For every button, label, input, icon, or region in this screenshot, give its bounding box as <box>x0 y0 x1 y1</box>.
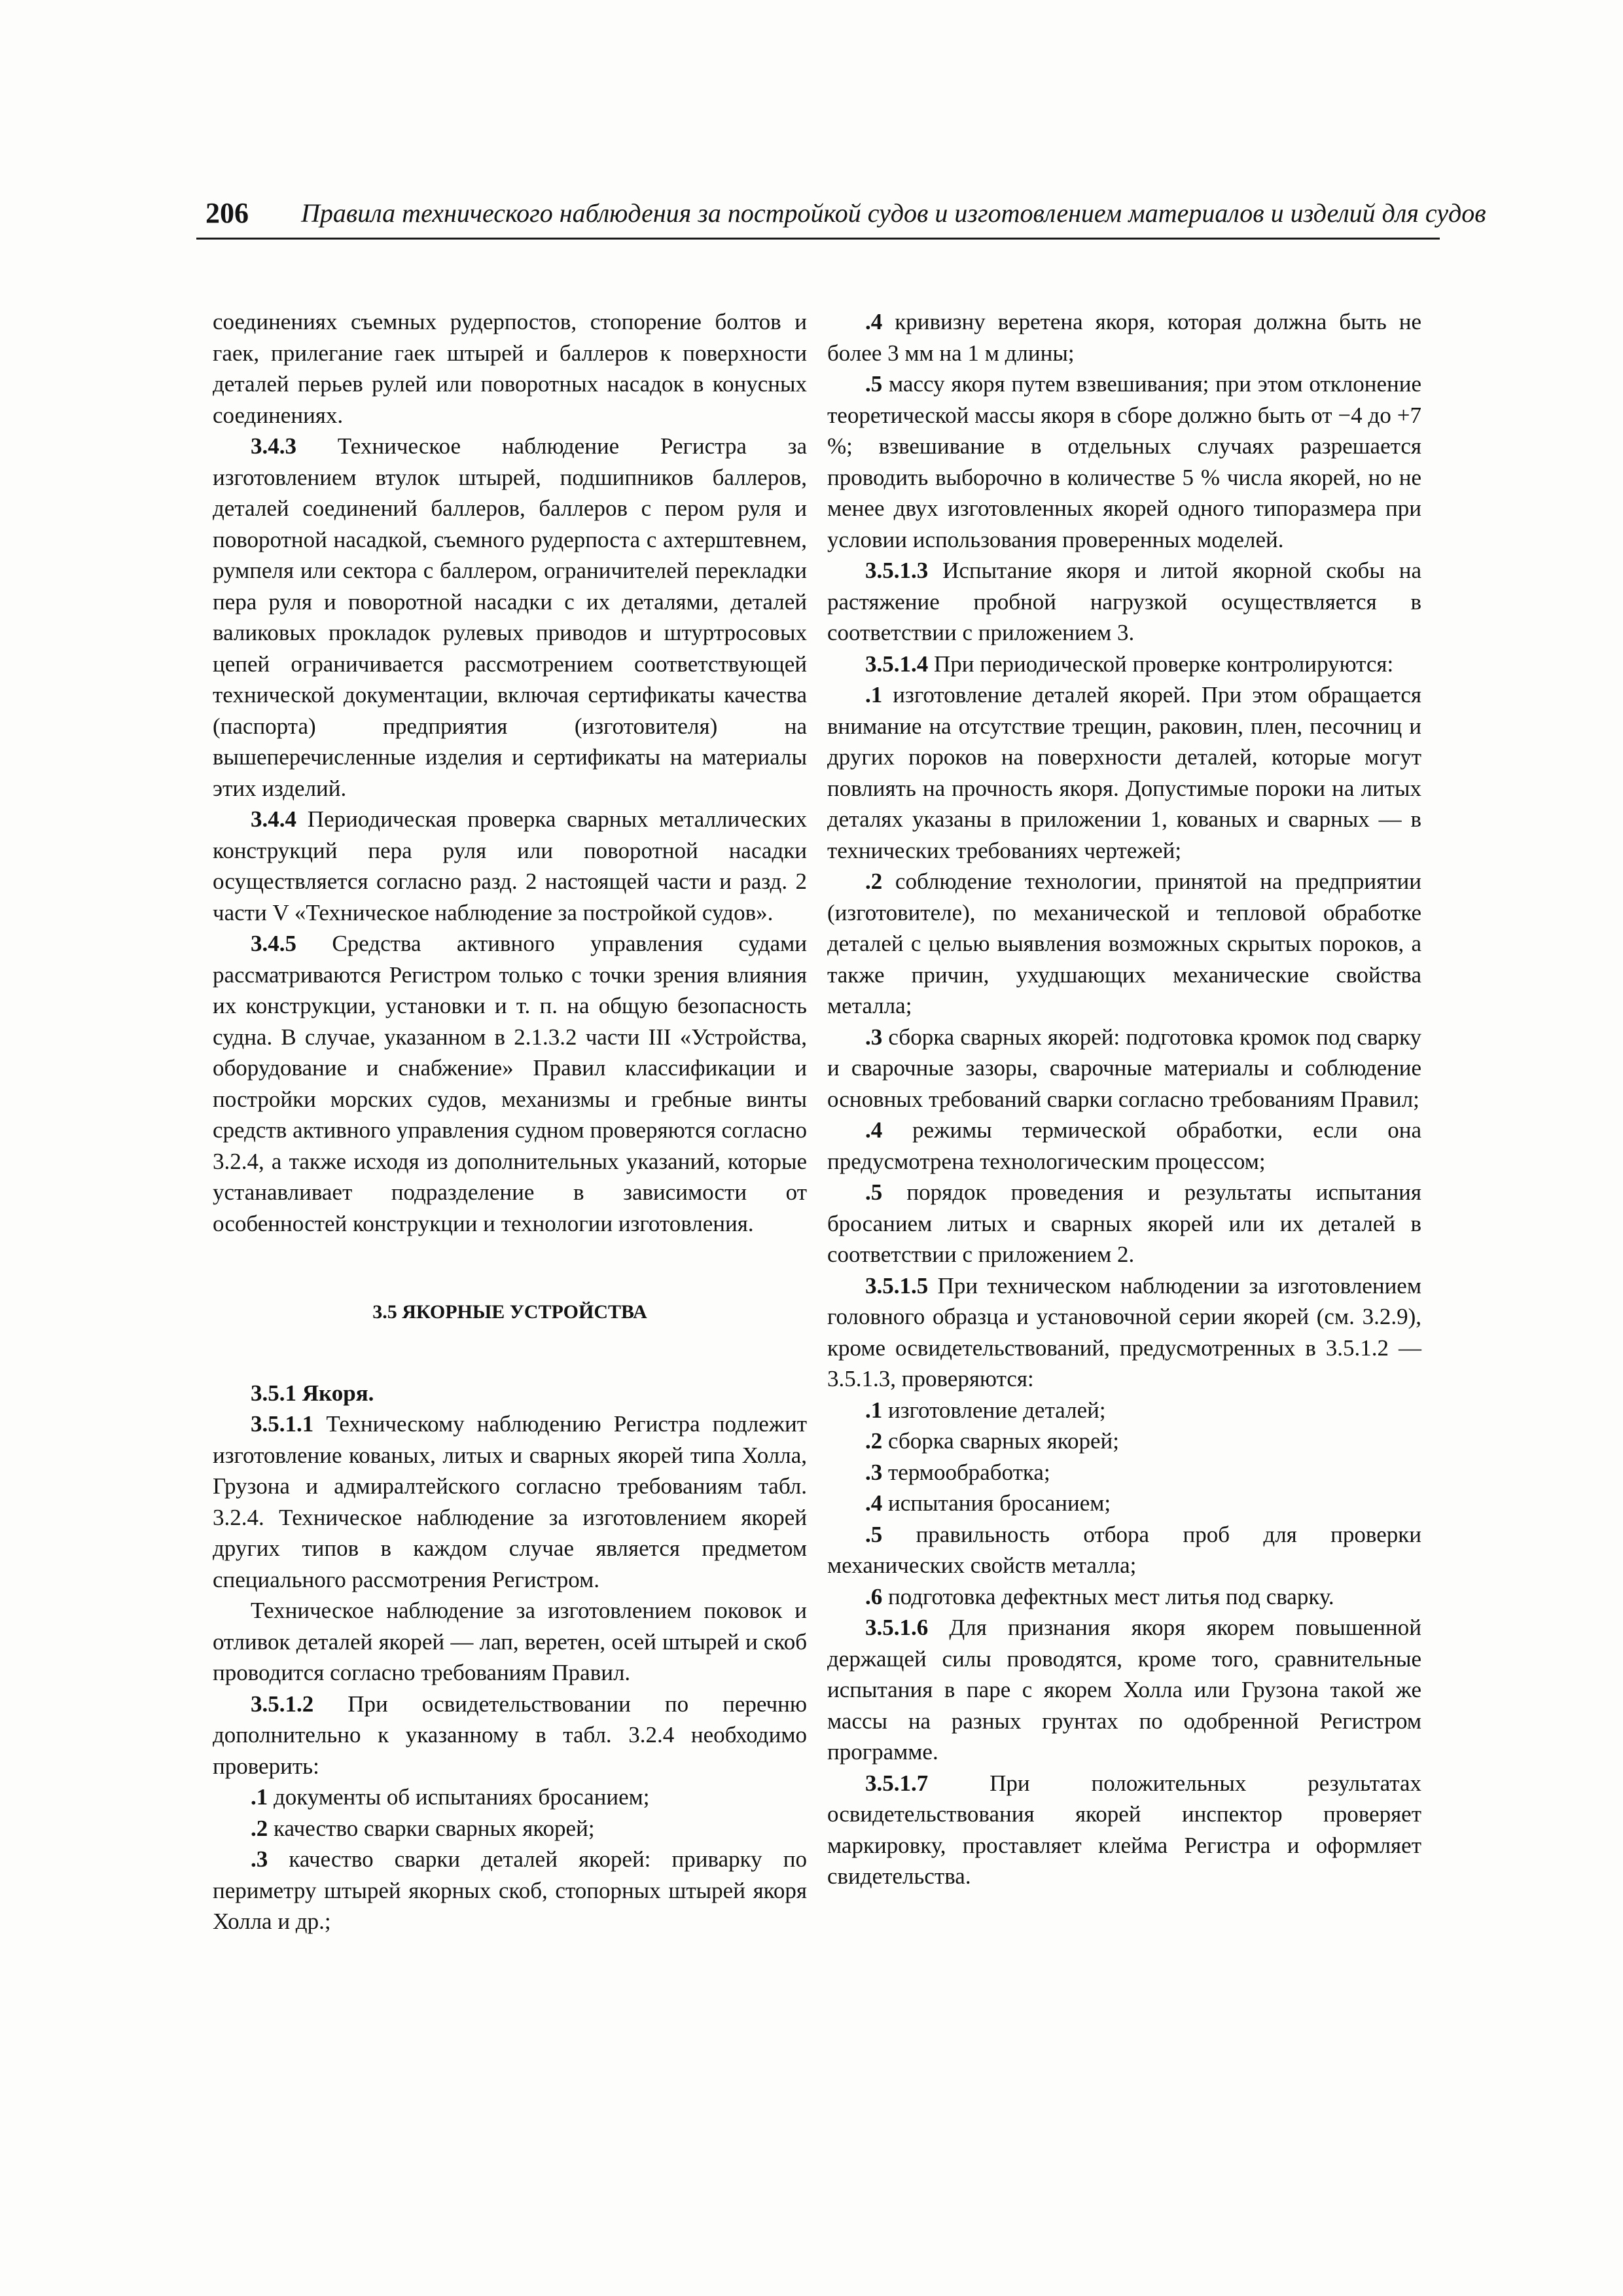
paragraph-3-4-3: 3.4.3 Техническое наблюдение Регистра за изготовлением втулок штырей, подшипников баллеров, деталей соединений баллеров, баллеров с пером руля и поворотной насадкой, съемного рудерпоста с ахтерштевнем, румпеля или сектора с баллером, ограничителей перекладки пера руля и поворотной насадки с их деталями, деталей валиковых прокладок рулевых приводов и штуртросовых цепей ограничивается рассмотрением соответствующей технической документации, включая сертификаты качества (паспорта) предприятия (изготовителя) на вышеперечисленные изделия и сертификаты на материалы этих изделий. <box>213 433 807 801</box>
subsection-heading: 3.5.1 Якоря. <box>251 1380 374 1406</box>
paragraph-3-5-1-3: 3.5.1.3 Испытание якоря и литой якорной скобы на растяжение пробной нагрузкой осуществляется в соответствии с приложением 3. <box>827 558 1421 645</box>
list-item: .2 соблюдение технологии, принятой на предприятии (изготовителе), по механической и тепловой обработке деталей с целью выявления возможных скрытых пороков, а также причин, ухудшающих механические свойства металла; <box>827 869 1421 1018</box>
header-rule <box>196 238 1440 240</box>
section-title: 3.5 ЯКОРНЫЕ УСТРОЙСТВА <box>372 1301 647 1323</box>
left-column <box>213 306 807 1937</box>
list-item: .5 правильность отбора проб для проверки механических свойств металла; <box>827 1521 1421 1578</box>
list-item: .3 качество сварки деталей якорей: приварку по периметру штырей якорных скоб, стопорных штырей якоря Холла и др.; <box>213 1846 807 1934</box>
list-item: .1 изготовление деталей якорей. При этом обращается внимание на отсутствие трещин, раковин, плен, песочниц и других пороков на поверхности деталей, которые могут повлиять на прочность якоря. Допустимые пороки на литых деталях указаны в приложении 1, кованых и сварных — в технических требованиях чертежей; <box>827 682 1421 863</box>
paragraph-3-4-4: 3.4.4 Периодическая проверка сварных металлических конструкций пера руля или поворотной насадки осуществляется согласно разд. 2 настоящей части и разд. 2 части V «Техническое наблюдение за постройкой судов». <box>213 806 807 925</box>
paragraph: Техническое наблюдение за изготовлением поковок и отливок деталей якорей — лап, веретен, осей штырей и скоб проводится согласно требованиям Правил. <box>213 1598 807 1685</box>
list-item: .4 кривизну веретена якоря, которая должна быть не более 3 мм на 1 м длины; <box>827 309 1421 366</box>
paragraph-3-5-1-1: 3.5.1.1 Техническому наблюдению Регистра подлежит изготовление кованых, литых и сварных якорей типа Холла, Грузона и адмиралтейского согласно требованиям табл. 3.2.4. Техническое наблюдение за изготовлением якорей других типов в каждом случае является предметом специального рассмотрения Регистром. <box>213 1411 807 1592</box>
paragraph-3-5-1-4: 3.5.1.4 При периодической проверке контролируются: <box>865 651 1394 677</box>
list-item: .3 термообработка; <box>865 1459 1050 1485</box>
right-column <box>827 306 1421 1892</box>
paragraph-3-5-1-5: 3.5.1.5 При техническом наблюдении за изготовлением головного образца и установочной серии якорей (см. 3.2.9), кроме освидетельствований, предусмотренных в 3.5.1.2 — 3.5.1.3, проверяются: <box>827 1272 1421 1391</box>
paragraph-3-5-1-6: 3.5.1.6 Для признания якоря якорем повышенной держащей силы проводятся, кроме того, сравнительные испытания в паре с якорем Холла или Грузона такой же массы на разных грунтах по одобренной Регистром программе. <box>827 1615 1421 1765</box>
paragraph-3-5-1-7: 3.5.1.7 При положительных результатах освидетельствования якорей инспектор проверяет маркировку, проставляет клейма Регистра и оформляет свидетельства. <box>827 1770 1421 1889</box>
paragraph-3-4-5: 3.4.5 Средства активного управления судами рассматриваются Регистром только с точки зрения влияния их конструкции, установки и т. п. на общую безопасность судна. В случае, указанном в 2.1.3.2 части III «Устройства, оборудование и снабжение» Правил классификации и постройки морских судов, механизмы и гребные винты средств активного управления судном проверяются согласно 3.2.4, а также исходя из дополнительных указаний, которые устанавливает подразделение в зависимости от особенностей конструкции и технологии изготовления. <box>213 931 807 1236</box>
list-item: .2 качество сварки сварных якорей; <box>251 1815 595 1841</box>
running-title: Правила технического наблюдения за постройкой судов и изготовлением материалов и изделий для судов <box>301 198 1486 228</box>
list-item: .1 документы об испытаниях бросанием; <box>251 1784 650 1810</box>
paragraph-3-5-1-2: 3.5.1.2 При освидетельствовании по перечню дополнительно к указанному в табл. 3.2.4 необходимо проверить: <box>213 1691 807 1779</box>
list-item: .5 порядок проведения и результаты испытания бросанием литых и сварных якорей или их деталей в соответствии с приложением 2. <box>827 1179 1421 1267</box>
list-item: .2 сборка сварных якорей; <box>865 1428 1119 1454</box>
page-number: 206 <box>205 197 249 229</box>
list-item: .4 режимы термической обработки, если она предусмотрена технологическим процессом; <box>827 1117 1421 1174</box>
running-header <box>196 196 1486 240</box>
list-item: .5 массу якоря путем взвешивания; при этом отклонение теоретической массы якоря в сборе должно быть от −4 до +7 %; взвешивание в отдельных случаях разрешается проводить выборочно в количестве 5 % числа якорей, но не менее двух изготовленных якорей одного типоразмера при условии использования проверенных моделей. <box>827 371 1421 552</box>
list-item: .3 сборка сварных якорей: подготовка кромок под сварку и сварочные зазоры, сварочные материалы и соблюдение основных требований сварки согласно требованиям Правил; <box>827 1024 1421 1112</box>
list-item: .6 подготовка дефектных мест литья под сварку. <box>865 1583 1334 1609</box>
list-item: .4 испытания бросанием; <box>865 1490 1111 1516</box>
list-item: .1 изготовление деталей; <box>865 1397 1106 1423</box>
paragraph: соединениях съемных рудерпостов, стопорение болтов и гаек, прилегание гаек штырей и баллеров к поверхности деталей перьев рулей или поворотных насадок в конусных соединениях. <box>213 309 807 428</box>
